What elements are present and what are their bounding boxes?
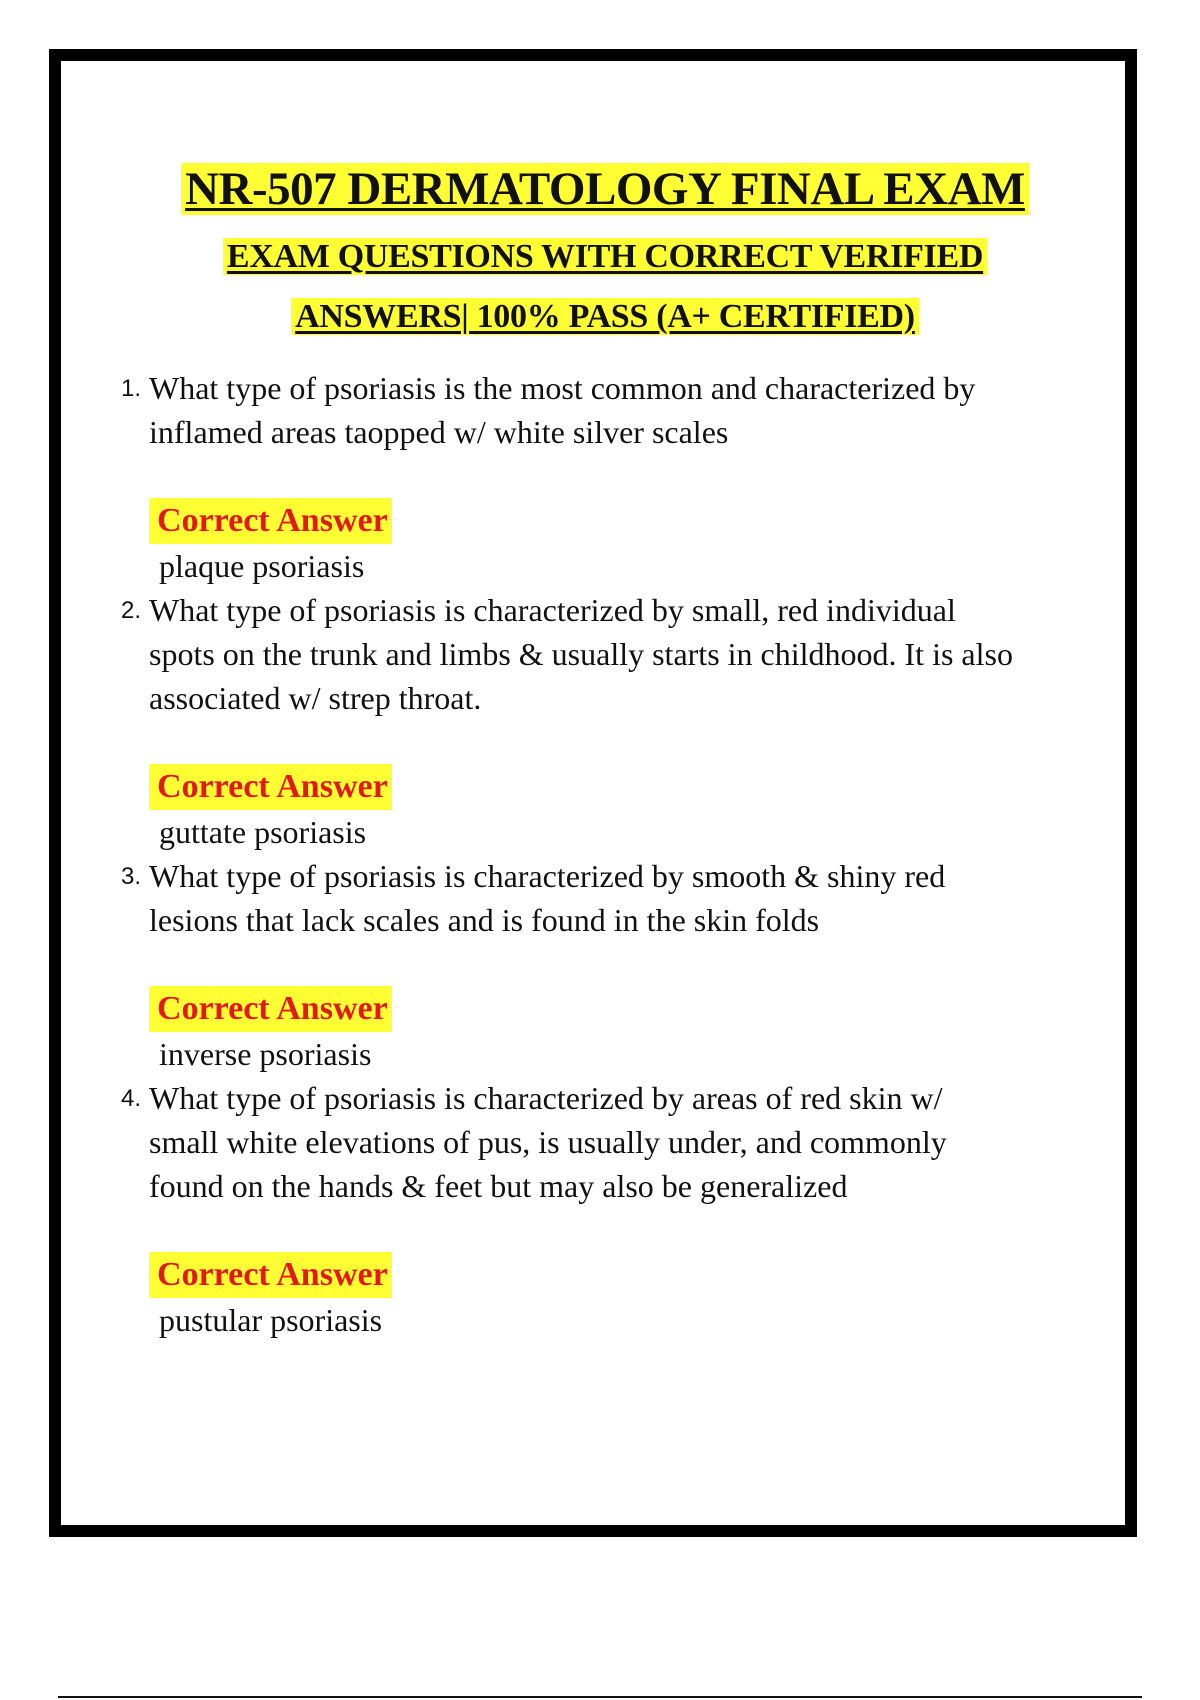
question-text-1: What type of psoriasis is the most common and characterized by inflamed areas taopped w/ white silver scales: [149, 370, 976, 450]
correct-answer-label-4: Correct Answer: [149, 1252, 392, 1298]
page-subtitle-1: EXAM QUESTIONS WITH CORRECT VERIFIED: [223, 238, 987, 275]
qa-item-2: [121, 588, 1021, 854]
answer-4: pustular psoriasis: [159, 1302, 383, 1338]
question-number-2: 2.: [121, 597, 142, 624]
answer-1: plaque psoriasis: [159, 548, 365, 584]
subtitle-line-1: [61, 227, 1149, 287]
answer-2: guttate psoriasis: [159, 814, 367, 850]
question-3: [121, 854, 1011, 942]
question-1: [121, 366, 1041, 454]
qa-list: [121, 366, 1081, 1342]
qa-item-1: [121, 366, 1041, 588]
qa-item-4: [121, 1076, 1011, 1342]
correct-answer-label-2: Correct Answer: [149, 764, 392, 810]
question-text-2: What type of psoriasis is characterized by small, red individual spots on the trunk and limbs & usually starts in childhood. It is also associated w/ strep throat.: [149, 592, 1013, 716]
qa-item-3: [121, 854, 1011, 1076]
page-title-line: [61, 159, 1149, 219]
question-number-4: 4.: [121, 1085, 142, 1112]
question-number-3: 3.: [121, 863, 142, 890]
question-2: [121, 588, 1021, 720]
question-4: [121, 1076, 1011, 1208]
answer-3: inverse psoriasis: [159, 1036, 372, 1072]
page-subtitle-2: ANSWERS| 100% PASS (A+ CERTIFIED): [291, 298, 919, 335]
page-title: NR-507 DERMATOLOGY FINAL EXAM: [181, 163, 1029, 215]
title-block: [61, 159, 1149, 347]
question-number-1: 1.: [121, 375, 142, 402]
correct-answer-label-3: Correct Answer: [149, 986, 392, 1032]
subtitle-line-2: [61, 287, 1149, 347]
correct-answer-label-1: Correct Answer: [149, 498, 392, 544]
bottom-rule: [58, 1696, 1142, 1698]
question-text-4: What type of psoriasis is characterized by areas of red skin w/ small white elevations of pus, is usually under, and commonly found on the hands & feet but may also be generalized: [149, 1080, 947, 1204]
question-text-3: What type of psoriasis is characterized by smooth & shiny red lesions that lack scales and is found in the skin folds: [149, 858, 946, 938]
page-frame: [49, 49, 1137, 1537]
